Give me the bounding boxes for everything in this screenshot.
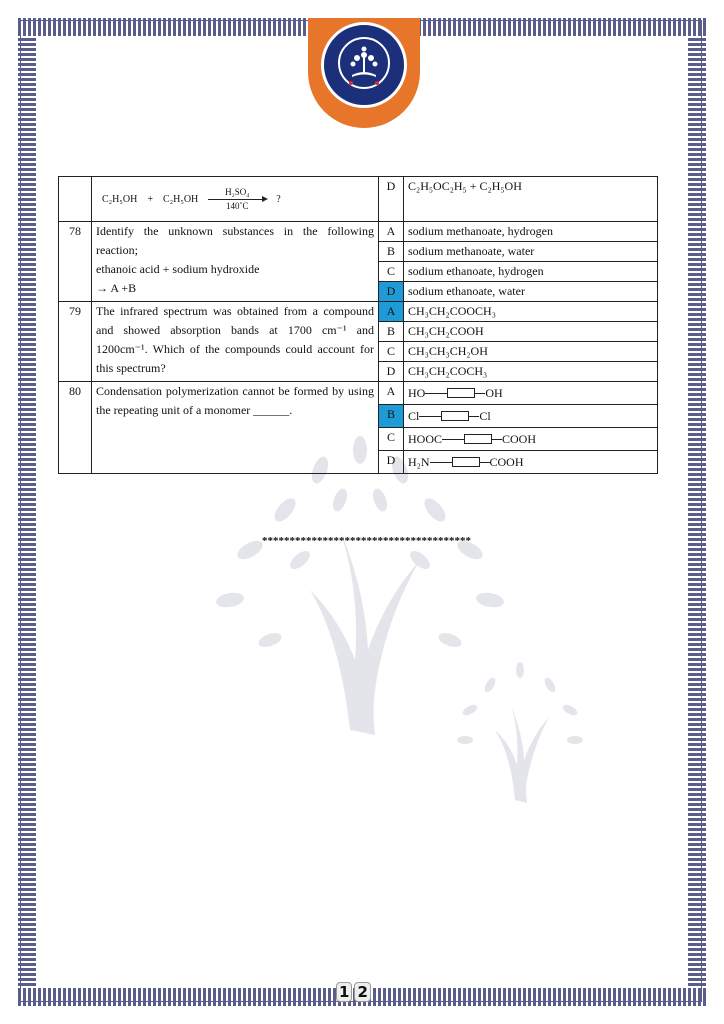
reaction-equation <box>96 177 374 221</box>
stem-line: → A +B <box>96 281 137 295</box>
option-text[interactable] <box>404 451 658 474</box>
monomer-chain-box <box>441 411 469 421</box>
bond-line <box>475 393 485 394</box>
small-tree-watermark-icon <box>445 635 595 805</box>
option-text[interactable] <box>404 382 658 405</box>
monomer-structure <box>408 407 491 426</box>
monomer-right-group: COOH <box>489 454 524 469</box>
option-letter[interactable]: C <box>379 262 404 282</box>
stem-line: The infrared spectrum was obtained from a compound and showed absorption bands at 1700 cm⁻¹ and 1200cm⁻¹. Which of the compounds could account for this spectrum? <box>96 304 374 375</box>
equation-product: ? <box>276 193 281 205</box>
equation-term: C₂H₅OH <box>162 193 199 205</box>
monomer-chain-box <box>464 434 492 444</box>
monomer-right-group: Cl <box>479 408 491 423</box>
question-number: 79 <box>59 302 92 382</box>
option-letter[interactable]: D <box>379 451 404 474</box>
question-stem <box>92 302 379 382</box>
option-text[interactable]: sodium methanoate, water <box>404 242 658 262</box>
temperature-label: 140˚C <box>226 200 249 211</box>
question-number: 78 <box>59 222 92 302</box>
option-letter[interactable]: A <box>379 382 404 405</box>
option-letter[interactable]: C <box>379 428 404 451</box>
question-stem <box>92 382 379 474</box>
option-letter[interactable]: B <box>379 322 404 342</box>
option-text[interactable]: sodium ethanoate, water <box>404 282 658 302</box>
stem-line: Identify the unknown substances in the following reaction; <box>96 224 374 257</box>
option-text[interactable] <box>404 428 658 451</box>
page-number <box>336 982 373 1002</box>
option-letter[interactable]: C <box>379 342 404 362</box>
logo-emblem <box>321 22 407 108</box>
monomer-structure <box>408 384 503 403</box>
monomer-structure <box>408 430 536 449</box>
page-number-digit: 1 <box>336 982 352 1002</box>
table-row <box>59 177 658 222</box>
option-text[interactable] <box>404 405 658 428</box>
option-letter[interactable]: D <box>379 282 404 302</box>
table-row <box>59 382 658 405</box>
monomer-right-group: COOH <box>502 431 537 446</box>
table-row <box>59 222 658 242</box>
monomer-left-group: Cl <box>408 408 420 423</box>
reaction-arrow <box>208 187 266 212</box>
equation-term: C₂H₅OH <box>102 193 138 205</box>
stem-line: Condensation polymerization cannot be formed by using the repeating unit of a monomer ______. <box>96 384 374 417</box>
option-letter[interactable]: A <box>379 222 404 242</box>
bond-line <box>480 462 490 463</box>
option-letter[interactable]: B <box>379 242 404 262</box>
option-text[interactable]: CH₃CH₂COOCH₃ <box>404 302 658 322</box>
table-row <box>59 302 658 322</box>
monomer-chain-box <box>447 388 475 398</box>
end-separator: ************************************** <box>262 535 471 547</box>
stem-line: ethanoic acid + sodium hydroxide <box>96 262 260 276</box>
question-number <box>59 177 92 222</box>
monomer-right-group: OH <box>485 385 503 400</box>
option-text[interactable]: C₂H₅OC₂H₅ + C₂H₅OH <box>404 177 658 222</box>
option-text[interactable]: sodium methanoate, hydrogen <box>404 222 658 242</box>
monomer-structure <box>408 453 524 472</box>
option-text[interactable]: CH₃CH₂COOH <box>404 322 658 342</box>
question-number: 80 <box>59 382 92 474</box>
monomer-left-group: HO <box>408 385 426 400</box>
catalyst-label: H₂SO₄ <box>225 186 250 197</box>
monomer-left-group: H₂N <box>408 454 430 469</box>
question-stem <box>92 177 379 222</box>
monomer-left-group: HOOC <box>408 431 443 446</box>
bond-line <box>430 462 452 463</box>
tree-icon <box>324 25 404 105</box>
option-text[interactable]: CH₃CH₂COCH₃ <box>404 362 658 382</box>
monomer-chain-box <box>452 457 480 467</box>
page-number-digit: 2 <box>354 982 370 1002</box>
bond-line <box>469 416 479 417</box>
bond-line <box>425 393 447 394</box>
option-letter[interactable]: D <box>379 362 404 382</box>
option-text[interactable]: sodium ethanoate, hydrogen <box>404 262 658 282</box>
bond-line <box>419 416 441 417</box>
option-letter[interactable]: A <box>379 302 404 322</box>
option-letter[interactable]: B <box>379 405 404 428</box>
question-table <box>58 176 658 474</box>
option-letter[interactable]: D <box>379 177 404 222</box>
bond-line <box>492 439 502 440</box>
arrow-icon <box>208 199 266 200</box>
option-text[interactable]: CH₃CH₃CH₂OH <box>404 342 658 362</box>
equation-term: + <box>147 193 153 205</box>
bond-line <box>442 439 464 440</box>
question-stem <box>92 222 379 302</box>
